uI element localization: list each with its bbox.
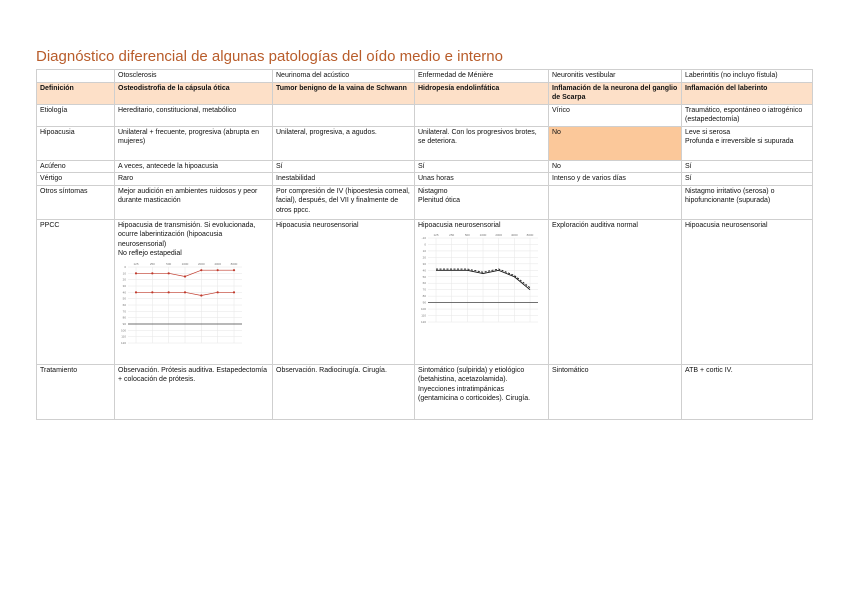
row-label: Definición xyxy=(37,82,115,104)
data-point xyxy=(200,269,202,271)
tick-label-y: 60 xyxy=(122,302,126,307)
header-otosclerosis: Otosclerosis xyxy=(115,70,273,83)
table-row-etiologia xyxy=(37,104,813,126)
tick-label-x: 2000 xyxy=(197,261,205,266)
table-cell: Osteodistrofia de la cápsula ótica xyxy=(115,82,273,104)
tick-label-x: 500 xyxy=(464,233,470,237)
table-cell: Tumor benigno de la vaina de Schwann xyxy=(273,82,415,104)
tick-label-x: 4000 xyxy=(214,261,222,266)
table-cell: Unas horas xyxy=(415,173,549,186)
header-meniere: Enfermedad de Ménière xyxy=(415,70,549,83)
data-point xyxy=(217,269,219,271)
table-cell: Sí xyxy=(682,173,813,186)
table-row-vertigo xyxy=(37,173,813,186)
tick-label-y: 0 xyxy=(124,264,126,269)
table-cell: Exploración auditiva normal xyxy=(549,219,682,364)
differential-table xyxy=(36,69,813,420)
tick-label-y: 90 xyxy=(422,300,426,305)
data-point xyxy=(168,291,170,293)
tick-label-x: 8000 xyxy=(230,261,238,266)
row-label: Acúfeno xyxy=(37,160,115,173)
table-cell: Sintomático xyxy=(549,364,682,419)
tick-label-y: 120 xyxy=(420,320,426,324)
audiogram-otosclerosis-svg xyxy=(118,259,248,351)
audiogram-meniere-svg xyxy=(418,230,544,330)
table-cell: Hipoacusia neurosensorial xyxy=(682,219,813,364)
tick-label-x: 500 xyxy=(166,261,172,266)
table-header-row xyxy=(37,70,813,83)
row-label: Etiología xyxy=(37,104,115,126)
cell-line: Leve si serosa xyxy=(685,128,731,136)
table-cell: Inestabilidad xyxy=(273,173,415,186)
data-point xyxy=(217,291,219,293)
table-cell: Sí xyxy=(273,160,415,173)
tick-label-y: 30 xyxy=(422,261,426,266)
tick-label-y: 90 xyxy=(122,321,126,326)
data-point xyxy=(151,272,153,274)
tick-label-y: -10 xyxy=(421,236,426,240)
tick-label-y: 20 xyxy=(422,255,426,260)
table-row-ppcc xyxy=(37,219,813,364)
document-title: Diagnóstico diferencial de algunas patologías del oído medio e interno xyxy=(36,48,503,65)
cell-line: No reflejo estapedial xyxy=(118,250,182,257)
table-cell: Observación. Prótesis auditiva. Estapedectomía + colocación de prótesis. xyxy=(115,364,273,419)
row-label: Hipoacusia xyxy=(37,126,115,160)
data-point xyxy=(184,275,186,277)
table-cell-meniere-ppcc xyxy=(415,219,549,364)
table-cell: Observación. Radiocirugía. Cirugía. xyxy=(273,364,415,419)
tick-label-y: 40 xyxy=(422,268,426,273)
data-point xyxy=(168,272,170,274)
table-cell: Unilateral, progresiva, a agudos. xyxy=(273,126,415,160)
table-cell xyxy=(415,104,549,126)
tick-label-x: 1000 xyxy=(181,261,189,266)
table-cell: A veces, antecede la hipoacusia xyxy=(115,160,273,173)
table-cell xyxy=(682,126,813,160)
table-cell-otosclerosis-ppcc xyxy=(115,219,273,364)
table-row-acufeno xyxy=(37,160,813,173)
data-point xyxy=(200,294,202,296)
header-neuronitis: Neuronitis vestibular xyxy=(549,70,682,83)
table-cell-highlight: No xyxy=(549,126,682,160)
tick-label-x: 125 xyxy=(433,233,439,237)
table-cell: Nistagmo irritativo (serosa) o hipofuncionante (supurada) xyxy=(682,185,813,219)
data-point xyxy=(135,272,137,274)
row-label: PPCC xyxy=(37,219,115,364)
tick-label-x: 2000 xyxy=(495,233,503,237)
header-laberintitis: Laberintitis (no incluyo fístula) xyxy=(682,70,813,83)
table-cell xyxy=(273,104,415,126)
cell-line: Nistagmo xyxy=(418,187,448,195)
tick-label-y: 100 xyxy=(120,327,126,332)
data-point xyxy=(184,291,186,293)
tick-label-y: 80 xyxy=(422,294,426,299)
table-cell: Hereditario, constitucional, metabólico xyxy=(115,104,273,126)
table-cell xyxy=(415,185,549,219)
table-cell: Hidropesía endolinfática xyxy=(415,82,549,104)
header-empty xyxy=(37,70,115,83)
tick-label-y: 120 xyxy=(120,340,126,345)
table-cell: ATB + cortic IV. xyxy=(682,364,813,419)
row-label: Tratamiento xyxy=(37,364,115,419)
tick-label-y: 40 xyxy=(122,289,126,294)
audiogram-otosclerosis xyxy=(118,259,269,351)
tick-label-y: 70 xyxy=(122,308,126,313)
table-cell: Unilateral + frecuente, progresiva (abrupta en mujeres) xyxy=(115,126,273,160)
row-label: Otros síntomas xyxy=(37,185,115,219)
tick-label-x: 1000 xyxy=(479,233,487,237)
table-cell: Traumático, espontáneo o iatrogénico (estapedectomía) xyxy=(682,104,813,126)
tick-label-y: 10 xyxy=(422,248,426,253)
data-point xyxy=(151,291,153,293)
table-row-otros xyxy=(37,185,813,219)
table-cell: No xyxy=(549,160,682,173)
table-cell: Sí xyxy=(682,160,813,173)
row-label: Vértigo xyxy=(37,173,115,186)
header-neurinoma: Neurinoma del acústico xyxy=(273,70,415,83)
tick-label-y: 110 xyxy=(421,313,426,318)
table-cell: Mejor audición en ambientes ruidosos y peor durante masticación xyxy=(115,185,273,219)
table-row-hipoacusia xyxy=(37,126,813,160)
table-cell: Inflamación del laberinto xyxy=(682,82,813,104)
tick-label-y: 110 xyxy=(121,334,126,339)
table-cell: Sintomático (sulpirida) y etiológico (betahistina, acetazolamida). Inyecciones intratimpánicas (gentamicina o corticoides). Cirugía. xyxy=(415,364,549,419)
tick-label-x: 4000 xyxy=(510,233,518,237)
table-cell: Sí xyxy=(415,160,549,173)
table-cell: Raro xyxy=(115,173,273,186)
tick-label-y: 10 xyxy=(122,270,126,275)
table-cell: Por compresión de IV (hipoestesia corneal, facial), después, del VII y finalmente de otros ppcc. xyxy=(273,185,415,219)
data-point xyxy=(135,291,137,293)
table-cell: Unilateral. Con los progresivos brotes, se deteriora. xyxy=(415,126,549,160)
table-row-tratamiento xyxy=(37,364,813,419)
data-point xyxy=(233,291,235,293)
tick-label-y: 60 xyxy=(422,281,426,286)
table-cell: Intenso y de varios días xyxy=(549,173,682,186)
tick-label-y: 80 xyxy=(122,315,126,320)
table-row-definicion xyxy=(37,82,813,104)
tick-label-y: 50 xyxy=(122,296,126,301)
table-cell: Hipoacusia neurosensorial xyxy=(273,219,415,364)
cell-line: Plenitud ótica xyxy=(418,197,461,204)
tick-label-x: 8000 xyxy=(526,233,534,237)
audiogram-meniere xyxy=(418,230,545,330)
table-cell: Vírico xyxy=(549,104,682,126)
tick-label-y: 30 xyxy=(122,283,126,288)
tick-label-y: 70 xyxy=(422,287,426,292)
tick-label-y: 0 xyxy=(424,242,426,247)
cell-line: Hipoacusia neurosensorial xyxy=(418,221,501,229)
tick-label-x: 250 xyxy=(149,261,155,266)
cell-line: Hipoacusia de transmisión. Si evolucionada, ocurre laberintización (hipoacusia neurosensorial) xyxy=(118,221,256,248)
tick-label-y: 50 xyxy=(422,274,426,279)
table-cell: Inflamación de la neurona del ganglio de Scarpa xyxy=(549,82,682,104)
cell-line: Profunda e irreversible si supurada xyxy=(685,138,794,145)
tick-label-x: 250 xyxy=(449,233,455,237)
table-cell xyxy=(549,185,682,219)
tick-label-y: 100 xyxy=(420,307,426,312)
data-point xyxy=(233,269,235,271)
tick-label-y: 20 xyxy=(122,277,126,282)
tick-label-x: 125 xyxy=(133,261,139,266)
